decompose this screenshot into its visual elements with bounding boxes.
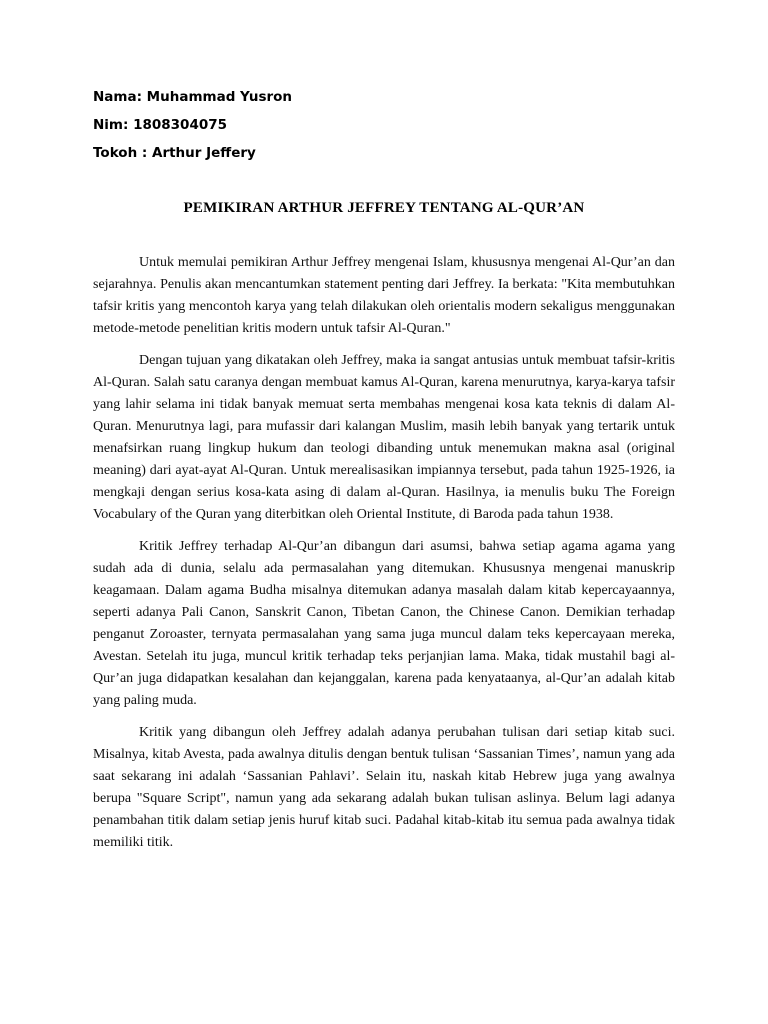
paragraph-1: Untuk memulai pemikiran Arthur Jeffrey mengenai Islam, khususnya mengenai Al-Qur’an dan sejarahnya. Penulis akan mencantumkan statement penting dari Jeffrey. Ia berkata: "Kita membutuhkan tafsir kritis yang mencontoh karya yang telah dilakukan oleh orientalis modern sekaligus menggunakan metode-metode penelitian kritis modern untuk tafsir Al-Quran.": [93, 255, 675, 336]
tokoh-line: Tokoh : Arthur Jeffery: [93, 145, 256, 161]
paragraph-2: Dengan tujuan yang dikatakan oleh Jeffrey, maka ia sangat antusias untuk membuat tafsir-kritis Al-Quran. Salah satu caranya dengan membuat kamus Al-Quran, karena menurutnya, karya-karya tafsir yang lahir selama ini tidak banyak memuat serta membahas mengenai kosa kata teknis di dalam Al-Quran. Menurutnya lagi, para mufassir dari kalangan Muslim, masih lebih banyak yang tertarik untuk menafsirkan ruang lingkup hukum dan teologi dibanding untuk menemukan makna asal (original meaning) dari ayat-ayat Al-Quran. Untuk merealisasikan impiannya tersebut, pada tahun 1925-1926, ia mengkaji dengan serius kosa-kata asing di dalam al-Quran. Hasilnya, ia menulis buku The Foreign Vocabulary of the Quran yang diterbitkan oleh Oriental Institute, di Baroda pada tahun 1938.: [93, 353, 675, 522]
paragraph-3: Kritik Jeffrey terhadap Al-Qur’an dibangun dari asumsi, bahwa setiap agama agama yang sudah ada di dunia, selalu ada permasalahan yang ditemukan. Khususnya mengenai manuskrip keagamaan. Dalam agama Budha misalnya ditemukan adanya masalah dalam kitab kepercayaannya, seperti adanya Pali Canon, Sanskrit Canon, Tibetan Canon, the Chinese Canon. Demikian terhadap penganut Zoroaster, ternyata permasalahan yang sama juga muncul dalam teks kepercayaan mereka, Avestan. Setelah itu juga, muncul kritik terhadap teks perjanjian lama. Maka, tidak mustahil bagi al-Qur’an juga didapatkan kesalahan dan kejanggalan, karena pada kenyataanya, al-Qur’an adalah kitab yang paling muda.: [93, 539, 675, 708]
document-title: PEMIKIRAN ARTHUR JEFFREY TENTANG AL-QUR’AN: [183, 200, 585, 216]
author-info: [93, 86, 292, 170]
name-line: Nama: Muhammad Yusron: [93, 89, 293, 105]
document-body: [93, 252, 675, 864]
paragraph-4: Kritik yang dibangun oleh Jeffrey adalah adanya perubahan tulisan dari setiap kitab suci. Misalnya, kitab Avesta, pada awalnya ditulis dengan bentuk tulisan ‘Sassanian Times’, namun yang ada saat sekarang ini adalah ‘Sassanian Pahlavi’. Selain itu, naskah kitab Hebrew juga yang awalnya berupa "Square Script", namun yang ada sekarang adalah bukan tulisan aslinya. Belum lagi adanya penambahan titik dalam setiap jenis huruf kitab suci. Padahal kitab-kitab itu semua pada awalnya tidak memiliki titik.: [93, 725, 675, 850]
nim-line: Nim: 1808304075: [93, 117, 228, 133]
